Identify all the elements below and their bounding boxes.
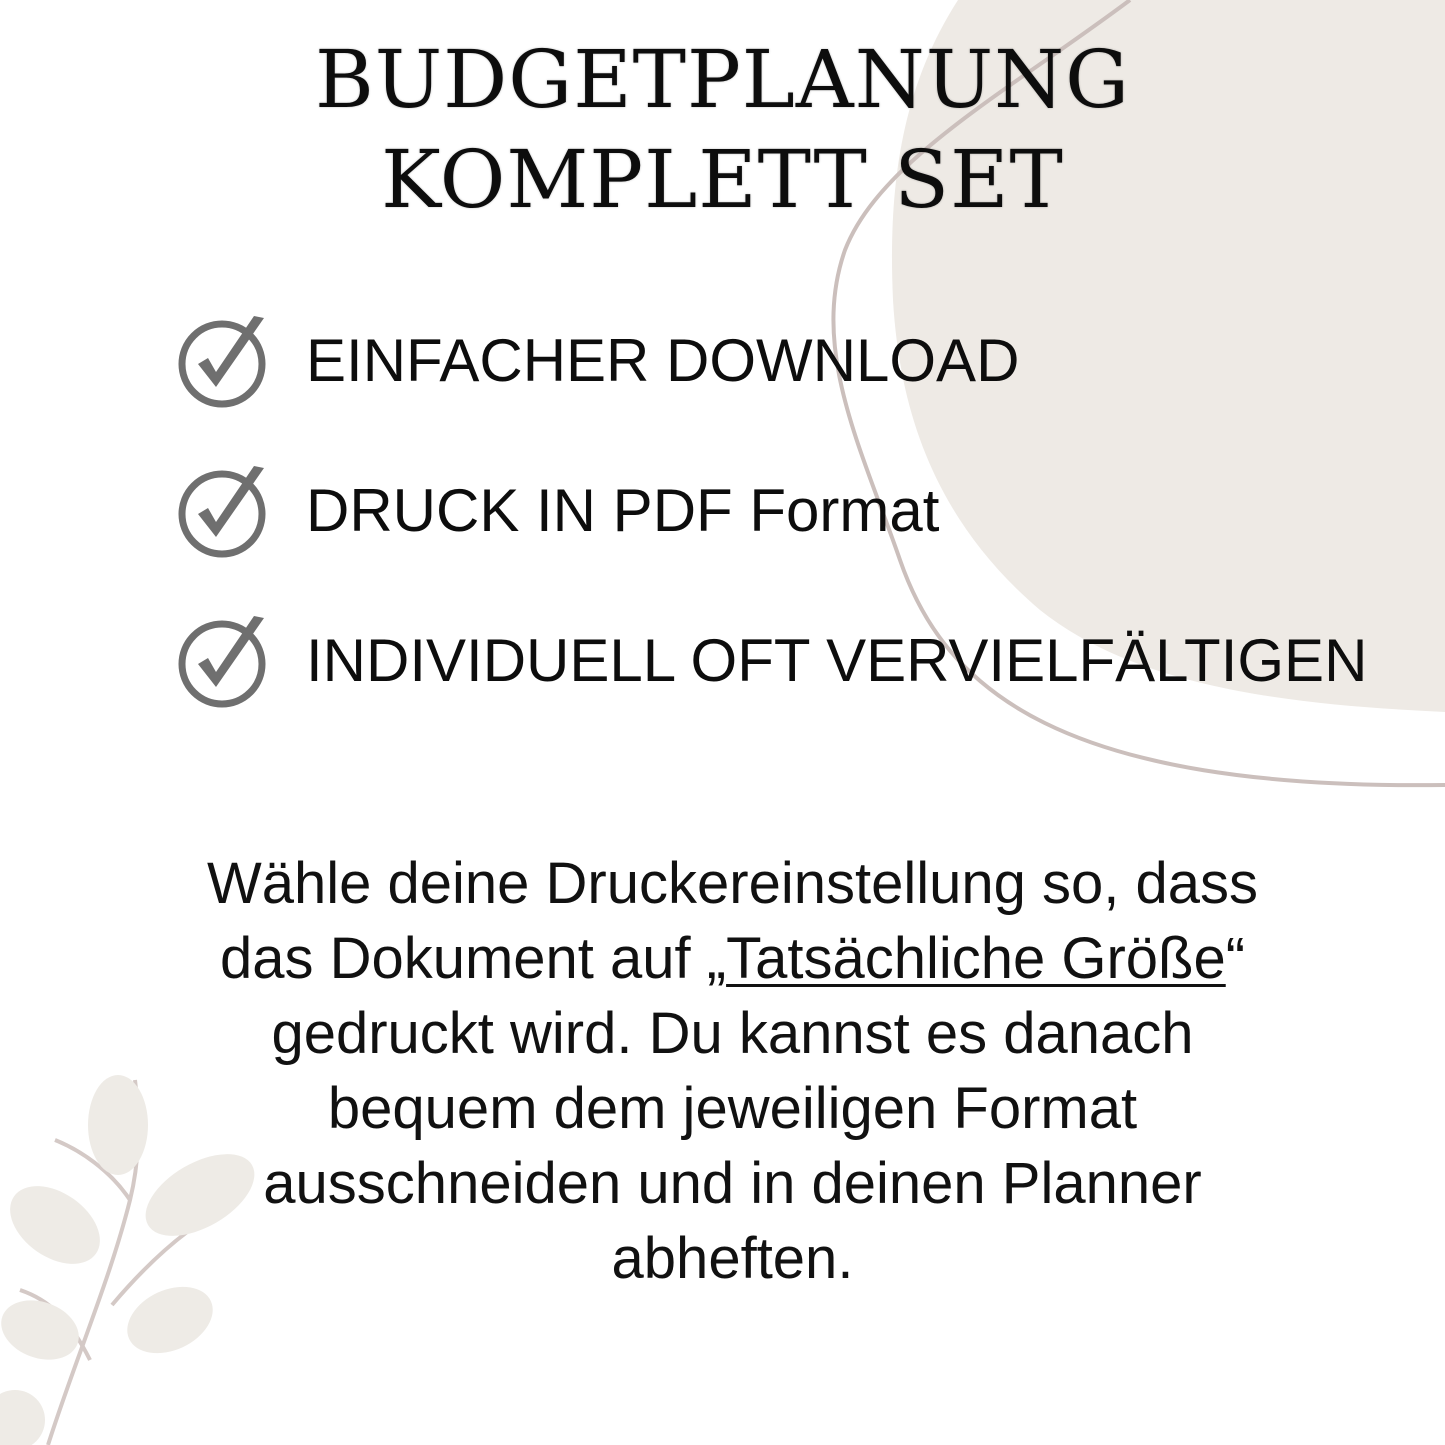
note-line-2-start: das Dokument auf „ [219,926,727,991]
note-line-2-end: “ [1225,926,1246,991]
feature-item-copies [178,612,1367,708]
feature-item-download [178,312,1019,408]
title-line-2: KOMPLETT SET [381,133,1064,226]
checkmark-circle-icon [178,612,270,708]
feature-item-pdf [178,462,939,558]
feature-label: DRUCK IN PDF Format [306,476,940,544]
checkmark-circle-icon [178,312,270,408]
checkmark-circle-icon [178,462,270,558]
page-title [0,30,1445,230]
feature-label: INDIVIDUELL OFT VERVIELFÄLTIGEN [306,626,1368,694]
note-line-2 [110,921,1355,996]
print-instructions [110,846,1355,1296]
note-line-5: ausschneiden und in deinen Planner [263,1151,1202,1216]
note-line-4: bequem dem jeweiligen Format [327,1076,1138,1141]
note-line-6: abheften. [611,1226,854,1291]
feature-label: EINFACHER DOWNLOAD [306,326,1020,394]
note-line-1: Wähle deine Druckereinstellung so, dass [207,851,1258,916]
title-line-1: BUDGETPLANUNG [314,33,1131,126]
actual-size-highlight: Tatsächliche Größe [726,926,1226,991]
note-line-3: gedruckt wird. Du kannst es danach [271,1001,1194,1066]
